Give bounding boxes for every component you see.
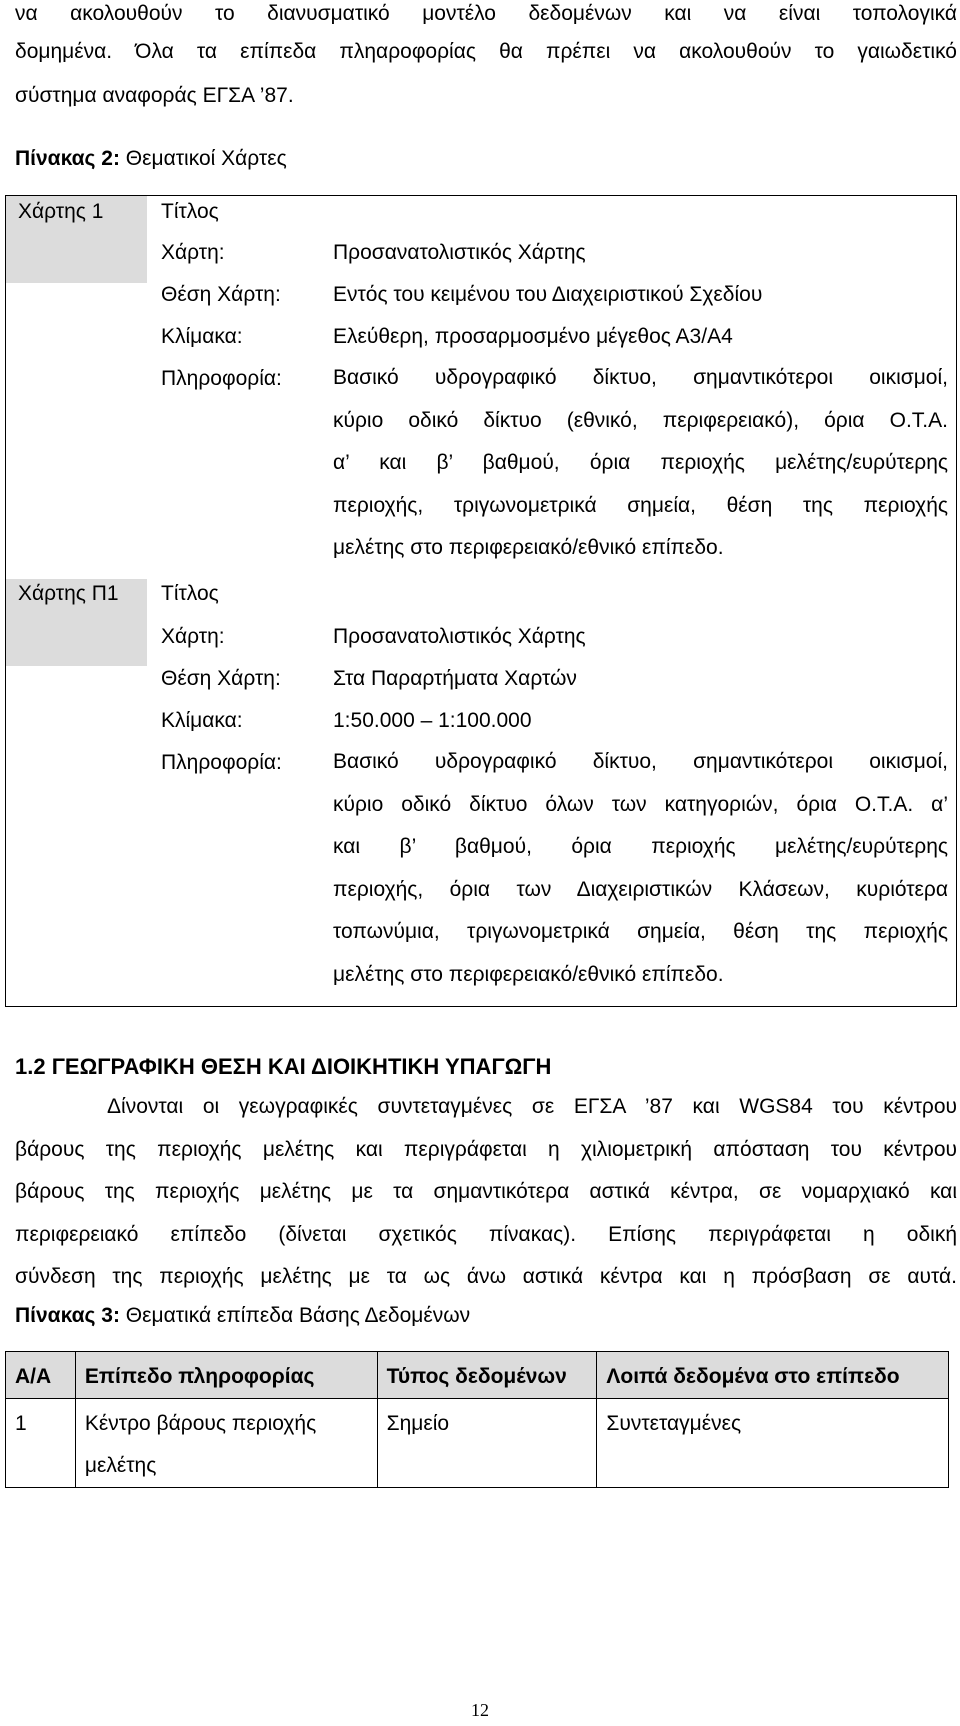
mapP1-row2-value: Στα Παραρτήματα Χαρτών <box>333 667 577 690</box>
mapP1-row3-value: 1:50.000 – 1:100.000 <box>333 709 532 732</box>
map1-title-label: Τίτλος <box>161 200 219 223</box>
mapP1-info-line: περιοχής, όρια των Διαχειριστικών Κλάσεων, κυριότερα <box>333 877 948 901</box>
cell-other: Συντεταγμένες <box>597 1399 949 1488</box>
map1-row1-value: Προσανατολιστικός Χάρτης <box>333 241 586 264</box>
map1-row1-label: Χάρτη: <box>161 241 225 264</box>
map1-info-line: α’ και β’ βαθμού, όρια περιοχής μελέτης/ευρύτερης <box>333 451 948 474</box>
mapP1-row1-label: Χάρτη: <box>161 625 225 648</box>
header-cell-aa: Α/Α <box>6 1352 76 1399</box>
intro-line-3: σύστημα αναφοράς ΕΓΣΑ ’87. <box>15 84 294 107</box>
map1-info-label: Πληροφορία: <box>161 367 282 390</box>
mapP1-info-line: τοπωνύμια, τριγωνομετρικά σημεία, θέση της περιοχής <box>333 920 948 943</box>
section-paragraph-line: βάρους της περιοχής μελέτης και περιγράφεται η χιλιομετρική απόσταση του κέντρου <box>15 1137 957 1161</box>
mapP1-info-value <box>333 741 948 996</box>
map1-info-line: μελέτης στο περιφερειακό/εθνικό επίπεδο. <box>333 536 724 559</box>
map1-row3-value: Ελεύθερη, προσαρμοσμένο μέγεθος Α3/Α4 <box>333 325 733 348</box>
section-paragraph-line: σύνδεση της περιοχής μελέτης με τα ως άνω αστικά κέντρα και η πρόσβαση σε αυτά. <box>15 1265 957 1288</box>
map1-row3-label: Κλίμακα: <box>161 325 243 348</box>
intro-line-2: δομημένα. Όλα τα επίπεδα πληαροφορίας θα πρέπει να ακολουθούν το γαιωδετικό <box>15 40 957 63</box>
map1-row2-value: Εντός του κειμένου του Διαχειριστικού Σχεδίου <box>333 283 763 306</box>
map1-id: Χάρτης 1 <box>18 200 104 223</box>
table-header-row <box>6 1352 949 1399</box>
intro-line-1: να ακολουθούν το διανυσματικό μοντέλο δεδομένων και να είναι τοπολογικά <box>15 2 957 25</box>
header-cell-type: Τύπος δεδομένων <box>377 1352 597 1399</box>
mapP1-info-line: μελέτης στο περιφερειακό/εθνικό επίπεδο. <box>333 962 724 986</box>
map1-row2-label: Θέση Χάρτη: <box>161 283 281 306</box>
section-paragraph-line: βάρους της περιοχής μελέτης με τα σημαντικότερα αστικά κέντρα, σε νομαρχιακό και <box>15 1180 957 1203</box>
table3-caption-text: Θεματικά επίπεδα Βάσης Δεδομένων <box>125 1304 471 1327</box>
cell-layer: Κέντρο βάρους περιοχής μελέτης <box>75 1399 377 1488</box>
header-cell-layer: Επίπεδο πληροφορίας <box>75 1352 377 1399</box>
database-layers-table <box>5 1351 949 1488</box>
mapP1-id: Χάρτης Π1 <box>18 582 119 605</box>
page-number: 12 <box>471 1700 489 1720</box>
map1-info-line: περιοχής, τριγωνομετρικά σημεία, θέση της περιοχής <box>333 493 948 517</box>
mapP1-row1-value: Προσανατολιστικός Χάρτης <box>333 625 586 648</box>
section-paragraph-line: περιφερειακό επίπεδο (δίνεται σχετικός πίνακας). Επίσης περιγράφεται η οδική <box>15 1222 957 1246</box>
mapP1-info-line: και β’ βαθμού, όρια περιοχής μελέτης/ευρύτερης <box>333 835 948 858</box>
section-heading: 1.2 ΓΕΩΓΡΑΦΙΚΗ ΘΕΣΗ ΚΑΙ ΔΙΟΙΚΗΤΙΚΗ ΥΠΑΓΩΓΗ <box>15 1054 552 1079</box>
header-cell-other: Λοιπά δεδομένα στο επίπεδο <box>597 1352 949 1399</box>
table3-caption-label: Πίνακας 3: <box>15 1304 120 1327</box>
table2-caption-label: Πίνακας 2: <box>15 147 120 170</box>
map1-info-value <box>333 357 948 570</box>
mapP1-info-label: Πληροφορία: <box>161 751 282 774</box>
section-paragraph <box>15 1086 957 1299</box>
mapP1-info-line: Βασικό υδρογραφικό δίκτυο, σημαντικότεροι οικισμοί, <box>333 750 948 773</box>
mapP1-row2-label: Θέση Χάρτη: <box>161 667 281 690</box>
table2-caption-text: Θεματικοί Χάρτες <box>125 147 287 170</box>
section-paragraph-line: Δίνονται οι γεωγραφικές συντεταγμένες σε ΕΓΣΑ ’87 και WGS84 του κέντρου <box>107 1095 957 1118</box>
table3-caption <box>15 1302 470 1329</box>
table2-caption <box>15 145 287 172</box>
mapP1-info-line: κύριο οδικό δίκτυο όλων των κατηγοριών, όρια Ο.Τ.Α. α’ <box>333 792 948 816</box>
cell-type: Σημείο <box>377 1399 597 1488</box>
map1-info-line: Βασικό υδρογραφικό δίκτυο, σημαντικότεροι οικισμοί, <box>333 366 948 389</box>
thematic-maps-table <box>5 195 957 1007</box>
cell-aa: 1 <box>6 1399 76 1488</box>
mapP1-row3-label: Κλίμακα: <box>161 709 243 732</box>
mapP1-title-label: Τίτλος <box>161 582 219 605</box>
table-row <box>6 1399 949 1488</box>
map1-info-line: κύριο οδικό δίκτυο (εθνικό, περιφερειακό), όρια Ο.Τ.Α. <box>333 408 948 432</box>
